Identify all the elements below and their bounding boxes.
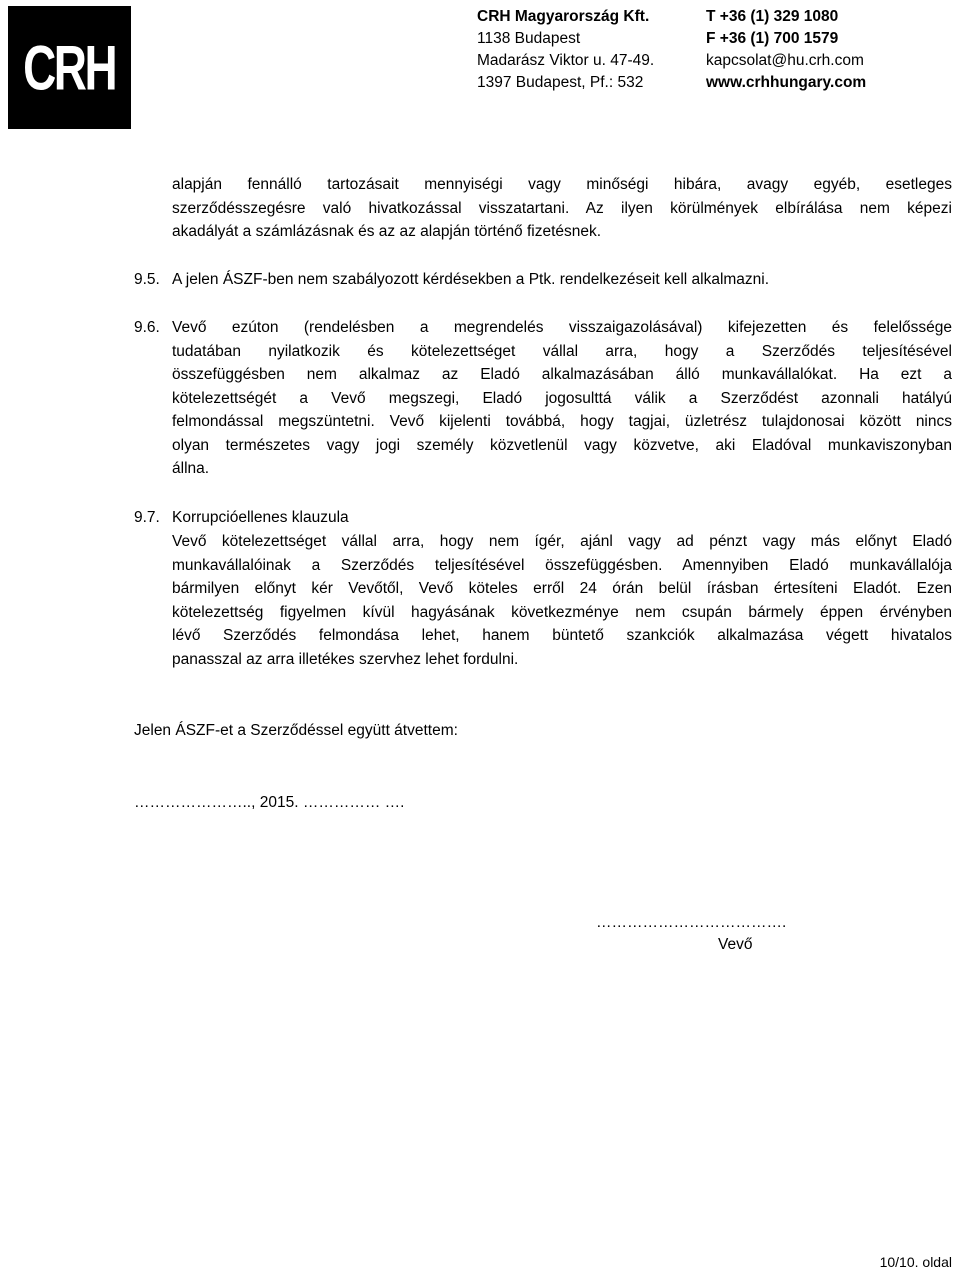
section-9-5-text: A jelen ÁSZF-ben nem szabályozott kérdésekben a Ptk. rendelkezéseit kell alkalmazni.	[172, 271, 770, 288]
header-contact-block	[706, 6, 866, 94]
acceptance-statement: Jelen ÁSZF-et a Szerződéssel együtt átvettem:	[134, 722, 458, 739]
date-line: ………………….., 2015. …………… ….	[134, 794, 405, 811]
section-9-6-line: összefüggésben nem alkalmaz az Eladó alkalmazásában álló munkavállalókat. Ha ezt a	[172, 366, 952, 383]
company-website: www.crhhungary.com	[706, 74, 867, 91]
section-9-7-line: lévő Szerződés felmondása lehet, hanem büntető szankciók alkalmazása végett hivatalos	[172, 627, 952, 644]
section-9-7-title: Korrupcióellenes klauzula	[172, 509, 349, 526]
logo-text: CRH	[23, 31, 116, 103]
company-phone: T +36 (1) 329 1080	[706, 8, 839, 25]
section-9-7-line: Vevő kötelezettséget vállal arra, hogy nem ígér, ajánl vagy ad pénzt vagy más előnyt Eladó	[172, 533, 952, 550]
intro-paragraph	[172, 173, 952, 244]
section-9-6-line: olyan természetes vagy jogi személy közvetlenül vagy közvetve, aki Eladóval munkaviszonyban	[172, 436, 952, 454]
section-9-5-number: 9.5.	[134, 271, 160, 288]
section-9-7-number: 9.7.	[134, 509, 160, 526]
signature-line: ……………………………….	[596, 914, 787, 931]
section-9-6-line: Vevő ezúton (rendelésben a megrendelés visszaigazolásával) kifejezetten és felelőssége	[172, 319, 952, 336]
intro-line: alapján fennálló tartozásait mennyiségi vagy minőségi hibára, avagy egyéb, esetleges	[172, 176, 952, 193]
section-9-6-line: tudatában nyilatkozik és kötelezettséget vállal arra, hogy a Szerződés teljesítésével	[172, 342, 952, 360]
section-9-6-line: felmondással megszüntetni. Vevő kijelenti továbbá, hogy tagjai, üzletrész tulajdonosai között nincs	[172, 413, 952, 430]
intro-line: szerződésszegésre való hivatkozással visszatartani. Az ilyen körülmények elbírálása nem képezi	[172, 199, 952, 217]
crh-logo	[8, 6, 131, 129]
section-9-7-line: panasszal az arra illetékes szervhez lehet fordulni.	[172, 650, 519, 668]
company-street: Madarász Viktor u. 47-49.	[477, 52, 655, 69]
section-9-6-number: 9.6.	[134, 319, 160, 336]
section-9-7-line: kötelezettség figyelmen kívül hagyásának következménye nem csupán bármely éppen érvényben	[172, 603, 952, 621]
intro-line: akadályát a számlázásnak és az az alapján történő fizetésnek.	[172, 223, 602, 240]
section-9-6-line: állna.	[172, 460, 210, 477]
company-fax: F +36 (1) 700 1579	[706, 30, 839, 47]
section-9-6-paragraph	[172, 316, 952, 481]
company-email: kapcsolat@hu.crh.com	[706, 52, 864, 69]
section-9-7-line: bármilyen előnyt kér Vevőtől, Vevő köteles erről 24 órán belül írásban értesíteni Eladót. Ezen	[172, 580, 952, 597]
section-9-7-line: munkavállalóinak a Szerződés teljesítésével összefüggésben. Amennyiben Eladó munkavállalója	[172, 556, 952, 574]
company-name: CRH Magyarország Kft.	[477, 8, 650, 25]
page-number: 10/10. oldal	[879, 1254, 952, 1270]
section-9-7-paragraph	[172, 530, 952, 671]
company-city: 1138 Budapest	[477, 30, 581, 47]
section-9-6-line: kötelezettségét a Vevő megszegi, Eladó jogosulttá válik a Szerződést azonnali hatályú	[172, 389, 952, 407]
header-address-block	[477, 6, 654, 94]
company-po-box: 1397 Budapest, Pf.: 532	[477, 74, 644, 91]
signature-label: Vevő	[718, 936, 753, 953]
